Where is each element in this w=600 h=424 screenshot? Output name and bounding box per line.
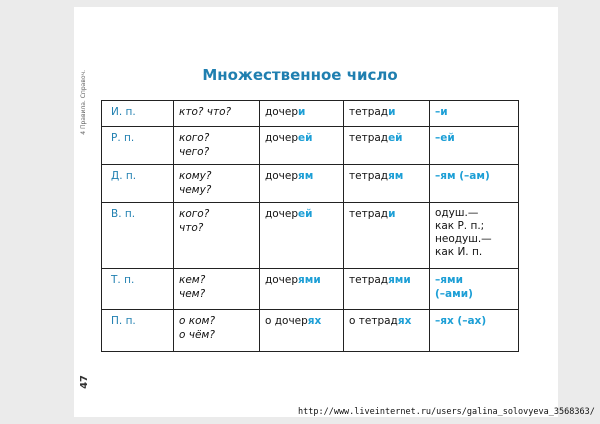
side-running-text: 4 Правила. Справоч.	[80, 70, 87, 135]
ending-cell	[430, 269, 519, 310]
word-stem: дочер	[265, 170, 299, 182]
note-line: одуш.—	[435, 207, 479, 219]
ending-line: –ями	[435, 274, 463, 286]
question-line: что?	[179, 222, 204, 234]
word-ending: ях	[307, 315, 322, 327]
word-stem: дочер	[265, 106, 299, 118]
note-line: неодуш.—	[435, 233, 492, 245]
word-cell-notebook	[344, 203, 430, 269]
ending-cell	[430, 165, 519, 203]
word-cell-daughter	[260, 203, 344, 269]
word-cell-daughter	[260, 101, 344, 127]
word-ending: ями	[388, 274, 411, 286]
table-row	[102, 310, 519, 352]
word-stem: тетрад	[349, 274, 389, 286]
word-ending: ях	[397, 315, 412, 327]
question-line: чего?	[179, 146, 210, 158]
page-number: 47	[79, 375, 90, 389]
table-row	[102, 165, 519, 203]
note-line: как И. п.	[435, 246, 483, 258]
word-cell-daughter	[260, 127, 344, 165]
word-cell-daughter	[260, 269, 344, 310]
word-cell-notebook	[344, 101, 430, 127]
word-stem: дочер	[265, 274, 299, 286]
ending-cell	[430, 101, 519, 127]
word-ending: ей	[298, 132, 313, 144]
word-stem: тетрад	[349, 132, 389, 144]
question-line: кого?	[179, 132, 210, 144]
word-stem: дочер	[265, 208, 299, 220]
case-cell: П. п.	[102, 310, 174, 352]
case-cell: И. п.	[102, 101, 174, 127]
word-cell-notebook	[344, 269, 430, 310]
ending-line: –ях (–ах)	[435, 315, 487, 327]
ending-line: (–ами)	[435, 288, 473, 300]
table-row	[102, 101, 519, 127]
declension-table	[101, 100, 519, 352]
ending-line: –и	[435, 106, 448, 118]
word-ending: ям	[388, 170, 404, 182]
question-cell	[174, 269, 260, 310]
question-cell	[174, 203, 260, 269]
word-stem: о дочер	[265, 315, 308, 327]
ending-cell	[430, 310, 519, 352]
question-line: чему?	[179, 184, 212, 196]
question-line: чем?	[179, 288, 206, 300]
word-cell-daughter	[260, 165, 344, 203]
table-row	[102, 127, 519, 165]
word-stem: о тетрад	[349, 315, 398, 327]
ending-line: –ей	[435, 132, 455, 144]
note-line: как Р. п.;	[435, 220, 485, 232]
source-url: http://www.liveinternet.ru/users/galina_solovyeva_3568363/	[298, 407, 595, 417]
ending-note-cell	[430, 203, 519, 269]
question-line: кем?	[179, 274, 206, 286]
question-line: кого?	[179, 208, 210, 220]
question-cell	[174, 310, 260, 352]
word-ending: ей	[388, 132, 403, 144]
table-row	[102, 269, 519, 310]
case-cell: В. п.	[102, 203, 174, 269]
word-stem: тетрад	[349, 106, 389, 118]
question-line: о чём?	[179, 329, 215, 341]
ending-cell	[430, 127, 519, 165]
table-row	[102, 203, 519, 269]
word-ending: и	[298, 106, 306, 118]
case-cell: Т. п.	[102, 269, 174, 310]
question-cell	[174, 165, 260, 203]
word-ending: и	[388, 208, 396, 220]
word-stem: дочер	[265, 132, 299, 144]
question-cell	[174, 101, 260, 127]
word-cell-daughter	[260, 310, 344, 352]
word-ending: ями	[298, 274, 321, 286]
question-line: кто? что?	[179, 106, 232, 118]
word-cell-notebook	[344, 127, 430, 165]
case-cell: Д. п.	[102, 165, 174, 203]
word-cell-notebook	[344, 165, 430, 203]
ending-line: –ям (–ам)	[435, 170, 490, 182]
word-stem: тетрад	[349, 170, 389, 182]
word-stem: тетрад	[349, 208, 389, 220]
case-cell: Р. п.	[102, 127, 174, 165]
word-ending: ей	[298, 208, 313, 220]
word-ending: ям	[298, 170, 314, 182]
question-line: о ком?	[179, 315, 216, 327]
word-ending: и	[388, 106, 396, 118]
page-title: Множественное число	[202, 66, 398, 84]
question-cell	[174, 127, 260, 165]
question-line: кому?	[179, 170, 212, 182]
word-cell-notebook	[344, 310, 430, 352]
